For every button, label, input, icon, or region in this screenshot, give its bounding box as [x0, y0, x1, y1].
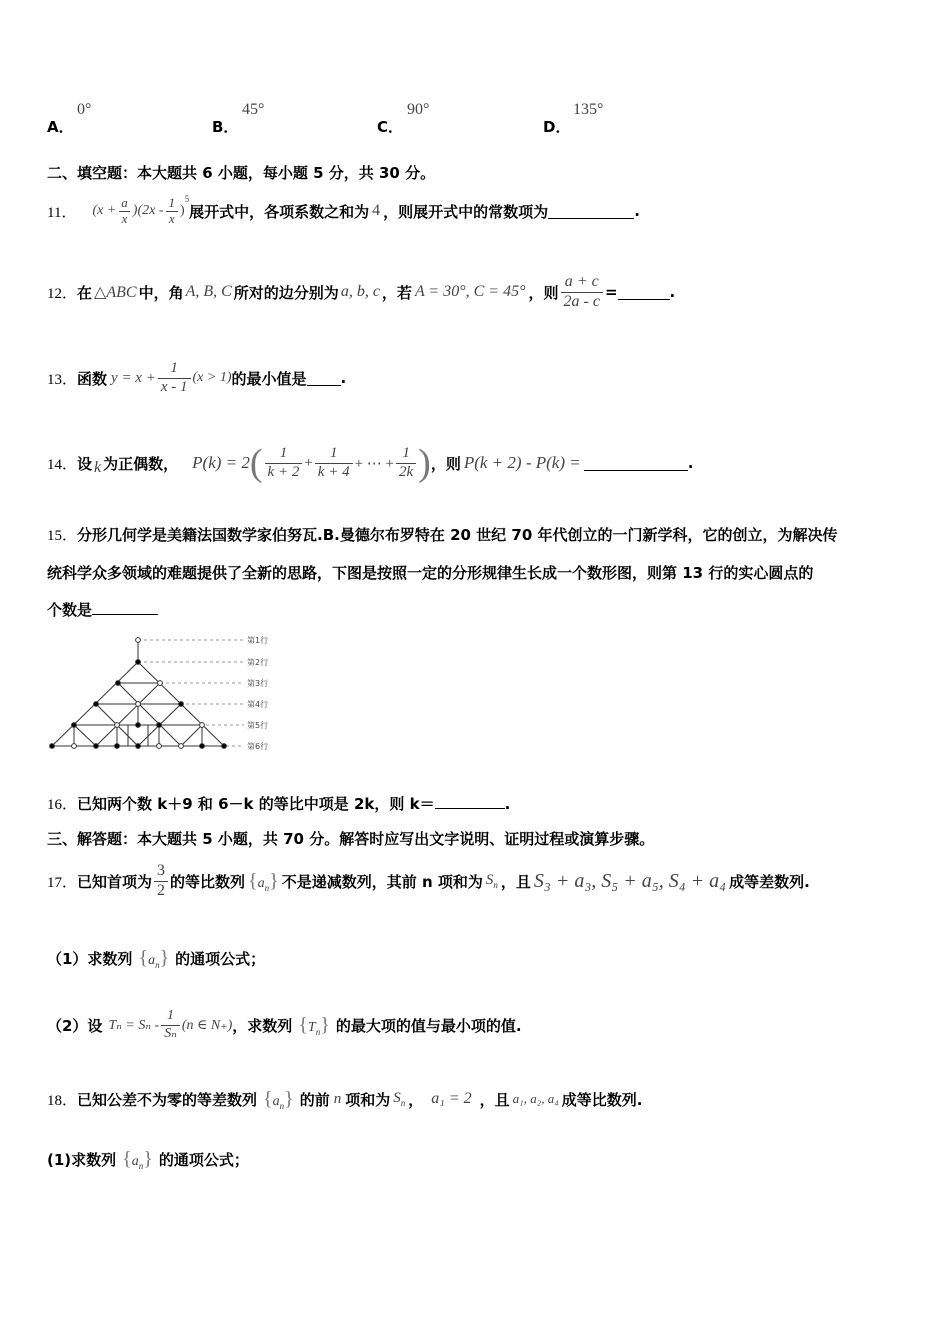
hollow-dot	[115, 723, 120, 728]
option-b-label: B．	[212, 118, 239, 136]
question-text: 所对的边分别为	[233, 283, 339, 302]
question-text: 的最小值是	[231, 369, 307, 388]
question-number: 17．	[47, 874, 78, 891]
sequence-symbol: $\{a_n\}$	[138, 946, 170, 970]
question-text: （1）求数列	[47, 949, 133, 968]
math-expr: (n ∈ N₊)	[181, 1017, 233, 1033]
math-expr: A, B, C	[185, 283, 232, 300]
period: .	[504, 795, 511, 813]
section-3-heading: 三、解答题：本大题共 5 小题，共 70 分。解答时应写出文字说明、证明过程或演算步骤。	[47, 830, 655, 848]
math-expr: S₃ + a₃, S₅ + a₅, S₄ + a₄	[533, 869, 727, 892]
question-text: 个数是	[47, 601, 93, 619]
math-expr: △ABC	[94, 284, 137, 301]
question-text: 的最大项的值与最小项的值.	[335, 1016, 522, 1035]
ellipsis: + ⋯ +	[354, 455, 394, 472]
math-value: 4	[372, 202, 381, 219]
question-text: 的等比数列	[170, 872, 246, 891]
question-text: ，求数列	[232, 1016, 293, 1035]
option-c-label: C．	[377, 118, 404, 136]
section-2-heading: 二、填空题：本大题共 6 小题，每小题 5 分，共 30 分。	[47, 164, 436, 182]
row-label: 第4行	[247, 700, 269, 709]
question-text: ，则	[528, 283, 559, 302]
question-number: 13．	[47, 371, 78, 388]
hollow-dot	[72, 744, 77, 749]
question-11: 11． (x + $\frac{a}{x}$ )(2x - $\frac{1}{x}$ ) $^5$ 展开式中，各项系数之和为 4 ，则展开式中的常数项为 .	[47, 194, 640, 226]
question-number: 11．	[47, 204, 77, 221]
math-expr: P(k + 2) - P(k) =	[463, 453, 581, 472]
solid-dot	[136, 660, 141, 665]
question-text: (1)求数列	[47, 1150, 117, 1169]
solid-dot	[179, 702, 184, 707]
question-text: 展开式中，各项系数之和为	[189, 202, 370, 221]
period: .	[634, 202, 640, 220]
equals-sign: =	[604, 283, 618, 301]
period: .	[340, 369, 347, 387]
hollow-dot	[157, 744, 162, 749]
math-exponent: 5	[184, 194, 190, 204]
question-text: ，	[408, 1090, 424, 1109]
question-text: 统科学众多领域的难题提供了全新的思路，下图是按照一定的分形规律生长成一个数形图，则第 13 行的实心圆点的	[47, 564, 814, 582]
sum-symbol: $S_n$	[393, 1090, 406, 1108]
math-var: n	[333, 1090, 342, 1107]
sequence-symbol: $\{a_n\}$	[122, 1147, 153, 1171]
answer-blank[interactable]	[435, 794, 505, 809]
math-expr: a₁ = 2	[431, 1090, 472, 1107]
question-text: ，且	[500, 872, 531, 891]
math-fraction: $\frac{a + c}{2a - c}$	[561, 273, 603, 311]
hollow-dot	[200, 723, 205, 728]
question-17-part-2	[47, 1000, 522, 1050]
question-text: 在	[77, 283, 93, 302]
answer-blank[interactable]	[618, 285, 670, 300]
question-text: ，则展开式中的常数项为	[383, 202, 549, 221]
question-13	[47, 354, 346, 402]
math-expr: a, b, c	[340, 283, 380, 300]
sequence-symbol: $\{a_n\}$	[263, 1087, 294, 1111]
question-16	[47, 793, 510, 814]
math-expr: A = 30°, C = 45°	[414, 283, 526, 300]
period: .	[669, 283, 676, 301]
hollow-dot	[158, 681, 163, 686]
question-text: 的前	[299, 1090, 330, 1109]
solid-dot	[94, 702, 99, 707]
question-17-part-1	[47, 940, 265, 976]
solid-dot	[157, 723, 162, 728]
question-text: 设	[77, 454, 93, 473]
hollow-dot	[136, 638, 141, 643]
option-d-label: D．	[543, 118, 571, 136]
sum-symbol: $S_n$	[485, 872, 498, 890]
plus-sign: +	[304, 454, 313, 471]
question-17	[47, 852, 810, 910]
solid-dot	[115, 744, 120, 749]
question-text: ，若	[381, 283, 412, 302]
question-text: 的通项公式；	[175, 949, 266, 968]
fractal-tree-figure	[44, 632, 284, 754]
question-text: 的通项公式；	[158, 1150, 249, 1169]
row-label: 第2行	[247, 658, 269, 667]
math-fraction: $\frac{1}{x}$	[165, 196, 178, 227]
math-var: k	[94, 459, 102, 476]
math-expr: (x +	[92, 203, 117, 218]
question-text: ，则	[430, 454, 461, 473]
math-fraction: $\frac{1}{2k}$	[396, 445, 416, 481]
solid-dot	[200, 744, 205, 749]
question-number: 14．	[47, 456, 78, 473]
question-text: 分形几何学是美籍法国数学家伯努瓦.B.曼德尔布罗特在 20 世纪 70 年代创立的一门新学科，它的创立，为解决传	[77, 526, 838, 544]
row-label: 第5行	[247, 721, 269, 730]
question-18-part-1	[47, 1141, 249, 1177]
math-expr: Tₙ = Sₙ -	[108, 1017, 160, 1033]
question-text: 已知两个数 k＋9 和 6－k 的等比中项是 2k，则 k＝	[77, 795, 435, 813]
question-text: （2）设	[47, 1016, 103, 1035]
solid-dot	[94, 744, 99, 749]
question-15	[47, 517, 907, 629]
math-fraction: $\frac{1}{\text{Sₙ}}$	[161, 1008, 180, 1041]
row-label: 第6行	[247, 742, 269, 751]
question-number: 12．	[47, 285, 78, 302]
period: .	[687, 454, 694, 472]
option-b-value: 45°	[242, 101, 265, 118]
question-text: 不是递减数列，其前 n 项和为	[281, 872, 483, 891]
answer-blank[interactable]	[92, 600, 158, 615]
question-text: 成等比数列.	[561, 1090, 643, 1109]
solid-dot	[72, 723, 77, 728]
question-text: 项和为	[345, 1090, 391, 1109]
question-number: 18．	[47, 1092, 78, 1109]
answer-blank[interactable]	[548, 204, 634, 219]
option-c-value: 90°	[407, 101, 430, 118]
question-number: 16．	[47, 797, 78, 813]
solid-dot	[50, 744, 55, 749]
row-label: 第3行	[247, 679, 269, 688]
hollow-dot	[179, 744, 184, 749]
answer-blank[interactable]	[307, 371, 341, 386]
question-text: 为正偶数，	[103, 454, 179, 473]
option-a-label: A．	[47, 118, 74, 136]
math-expr: a₁, a₂, a₄	[512, 1091, 559, 1106]
sequence-symbol: $\{T_n\}$	[298, 1013, 330, 1037]
math-expr: y = x +	[111, 369, 156, 386]
question-14: 14． 设 k 为正偶数， P(k) = 2 ( $\frac{1}{k + 2}$ + $\frac{1}{k + 4}$ + ⋯ + $\frac{1}{2k}$ ) ，则 P(k + 2) - P(k) = .	[47, 442, 694, 484]
solid-dot	[222, 744, 227, 749]
row-label: 第1行	[247, 636, 269, 645]
math-fraction: $\frac{3}{2}$	[154, 862, 168, 900]
question-text: 中，角	[138, 283, 184, 302]
math-fraction: $\frac{1}{k + 2}$	[265, 445, 303, 481]
solid-dot	[116, 681, 121, 686]
question-text: 函数	[77, 369, 108, 388]
question-text: 成等差数列.	[729, 872, 810, 891]
option-d-value: 135°	[573, 101, 604, 118]
question-text: ，且	[479, 1090, 510, 1109]
math-fraction: $\frac{1}{x - 1}$	[158, 360, 191, 396]
answer-blank[interactable]	[584, 456, 688, 471]
sequence-symbol: $\{a_n\}$	[248, 869, 279, 893]
solid-dot	[136, 723, 141, 728]
math-fraction: $\frac{1}{k + 4}$	[315, 445, 353, 481]
question-text: 已知公差不为零的等差数列	[77, 1090, 258, 1109]
question-number: 15．	[47, 528, 78, 544]
solid-dot	[136, 744, 141, 749]
question-18	[47, 1081, 642, 1117]
question-text: 已知首项为	[77, 872, 153, 891]
question-12	[47, 268, 675, 316]
math-expr: (x > 1)	[192, 370, 232, 385]
math-expr: P(k) = 2	[192, 453, 250, 472]
option-a-value: 0°	[77, 101, 92, 118]
math-expr: )(2x -	[132, 203, 164, 218]
math-fraction: $\frac{a}{x}$	[118, 196, 131, 227]
hollow-dot	[136, 702, 141, 707]
